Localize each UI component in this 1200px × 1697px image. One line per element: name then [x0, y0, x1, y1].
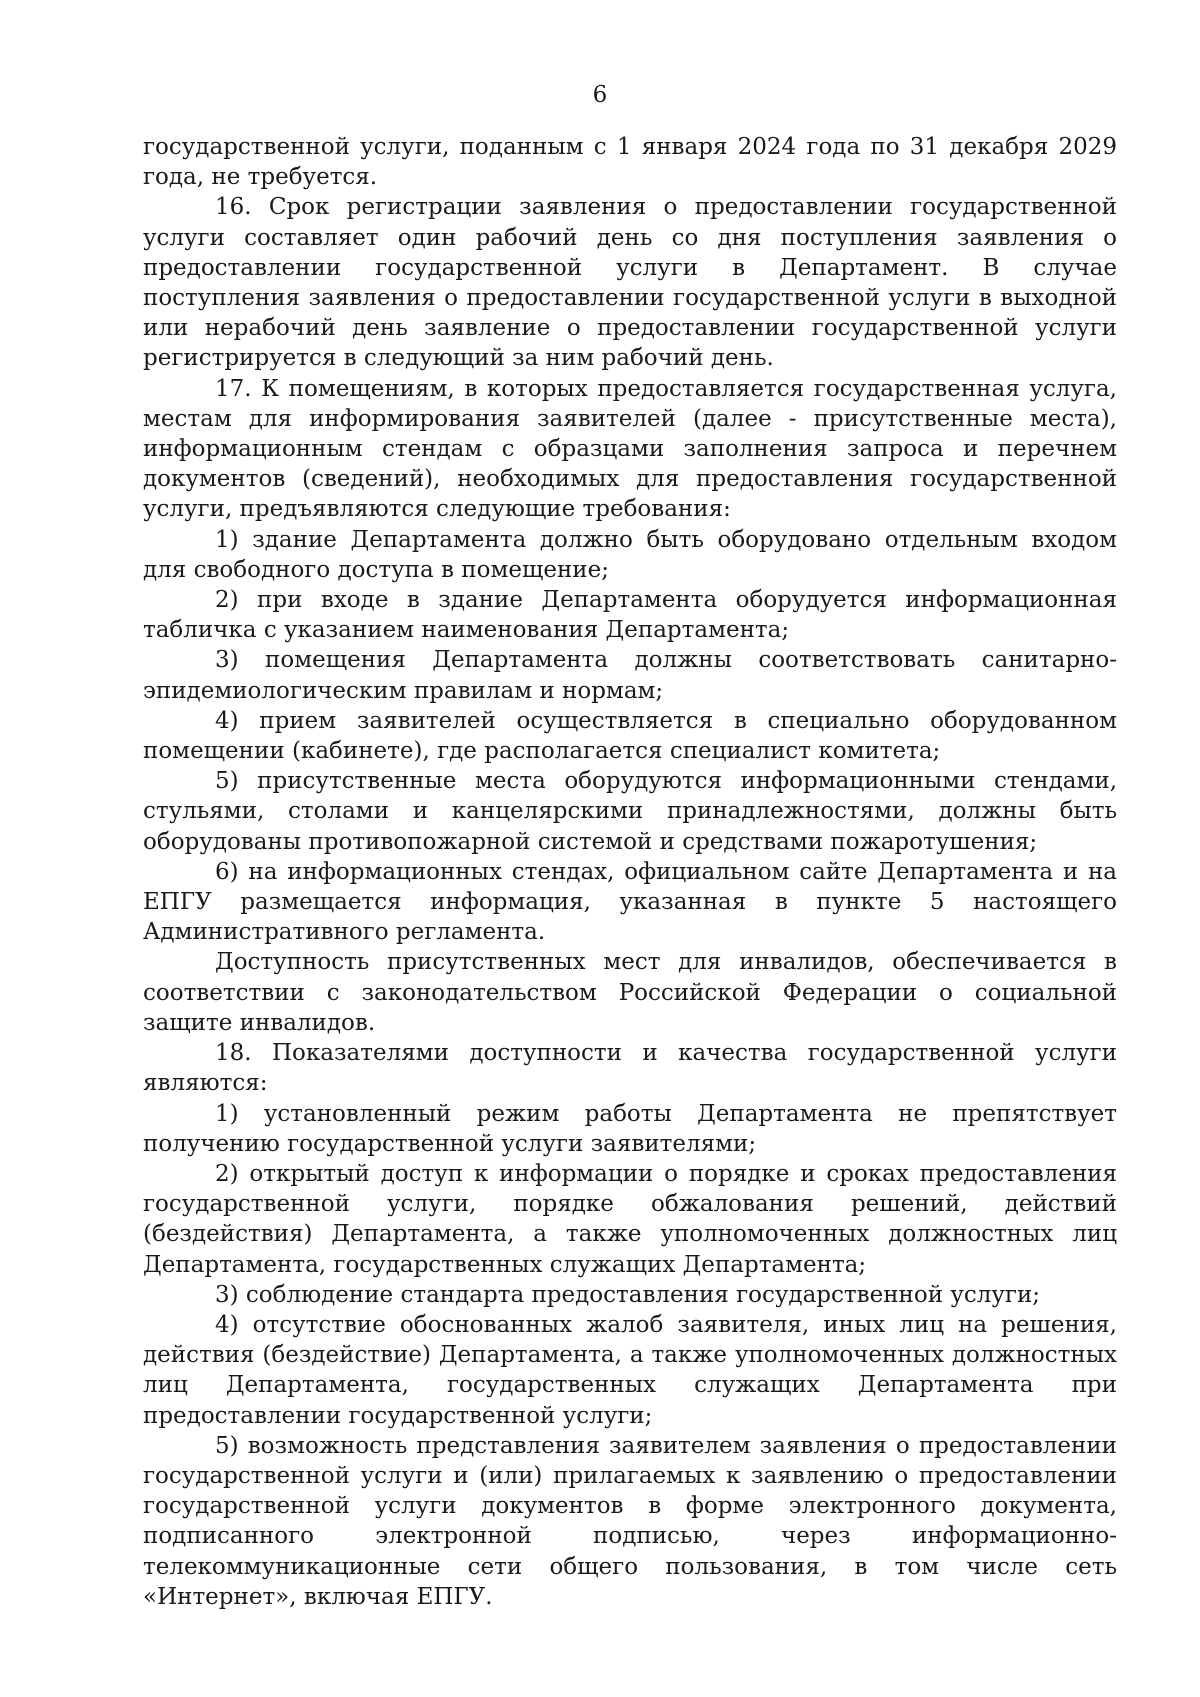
- paragraph-18-sub-2: 2) открытый доступ к информации о порядке и сроках предоставления государственной услуги, порядке обжалования решений, действий (бездействия) Департамента, а также уполномоченных должностных лиц Департамента, государственных служащих Департамента;: [143, 1160, 1117, 1278]
- paragraph-continuation: государственной услуги, поданным с 1 января 2024 года по 31 декабря 2029 года, не требуется.: [143, 134, 1117, 191]
- paragraph-item-18: 18. Показателями доступности и качества государственной услуги являются:: [143, 1040, 1117, 1097]
- paragraph-18-sub-1: 1) установленный режим работы Департамента не препятствует получению государственной услуги заявителями;: [143, 1100, 1117, 1157]
- paragraph-18-sub-3: 3) соблюдение стандарта предоставления государственной услуги;: [215, 1281, 1041, 1308]
- paragraph-17-sub-5: 5) присутственные места оборудуются информационными стендами, стульями, столами и канцелярскими принадлежностями, должны быть оборудованы противопожарной системой и средствами пожаротушения;: [143, 768, 1117, 855]
- paragraph-17-sub-2: 2) при входе в здание Департамента оборудуется информационная табличка с указанием наименования Департамента;: [143, 587, 1117, 644]
- paragraph-18-sub-5: 5) возможность представления заявителем заявления о предоставлении государственной услуги и (или) прилагаемых к заявлению о предоставлении государственной услуги документов в форме электронного документа, подписанного электронной подписью, через информационно-телекоммуникационные сети общего пользования, в том числе сеть «Интернет», включая ЕПГУ.: [143, 1432, 1117, 1610]
- page-number: 6: [592, 82, 608, 108]
- paragraph-accessibility: Доступность присутственных мест для инвалидов, обеспечивается в соответствии с законодательством Российской Федерации о социальной защите инвалидов.: [143, 949, 1117, 1036]
- paragraph-17-sub-1: 1) здание Департамента должно быть оборудовано отдельным входом для свободного доступа в помещение;: [143, 526, 1117, 583]
- paragraph-17-sub-4: 4) прием заявителей осуществляется в специально оборудованном помещении (кабинете), где располагается специалист комитета;: [143, 707, 1117, 765]
- paragraph-17-sub-6: 6) на информационных стендах, официальном сайте Департамента и на ЕПГУ размещается информация, указанная в пункте 5 настоящего Административного регламента.: [143, 858, 1117, 946]
- document-body: [143, 132, 1117, 1612]
- paragraph-item-17: 17. К помещениям, в которых предоставляется государственная услуга, местам для информирования заявителей (далее - присутственные места), информационным стендам с образцами заполнения запроса и перечнем документов (сведений), необходимых для предоставления государственной услуги, предъявляются следующие требования:: [143, 375, 1117, 523]
- paragraph-17-sub-3: 3) помещения Департамента должны соответствовать санитарно-эпидемиологическим правилам и нормам;: [143, 647, 1117, 704]
- paragraph-18-sub-4: 4) отсутствие обоснованных жалоб заявителя, иных лиц на решения, действия (бездействие) Департамента, а также уполномоченных должностных лиц Департамента, государственных служащих Департамента при предоставлении государственной услуги;: [143, 1311, 1117, 1429]
- paragraph-item-16: 16. Срок регистрации заявления о предоставлении государственной услуги составляет один рабочий день со дня поступления заявления о предоставлении государственной услуги в Департамент. В случае поступления заявления о предоставлении государственной услуги в выходной или нерабочий день заявление о предоставлении государственной услуги регистрируется в следующий за ним рабочий день.: [143, 194, 1117, 372]
